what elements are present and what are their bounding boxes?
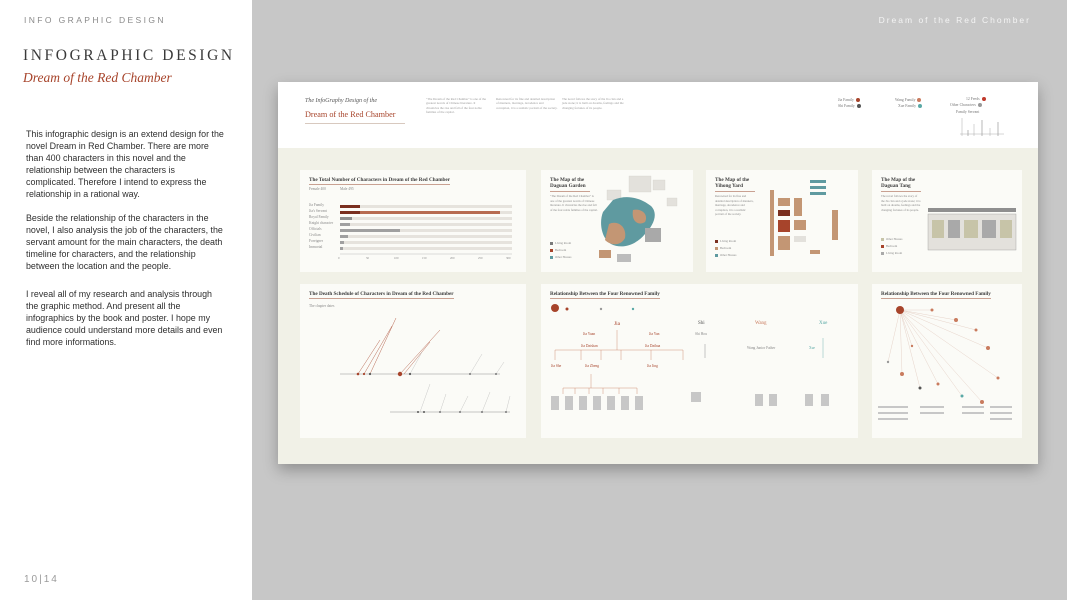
servant-bars-graphic bbox=[958, 116, 1008, 138]
card-title: Relationship Between the Four Renowned Family bbox=[881, 291, 991, 299]
legend-label: 12 Feeds bbox=[966, 97, 980, 101]
row-label: Officials bbox=[309, 227, 322, 231]
card-title: The Total Number of Characters in Dream of the Red Chamber bbox=[309, 177, 450, 185]
legend-label: Other Houses bbox=[886, 237, 903, 241]
card-death-schedule bbox=[300, 284, 526, 438]
poster-title: Dream of the Red Chamber bbox=[305, 110, 396, 119]
card-daguan-garden-map bbox=[541, 170, 693, 272]
legend-label: Family Servant bbox=[956, 110, 980, 114]
project-tag: Dream of the Red Chomber bbox=[878, 15, 1031, 25]
person-name: Shi Hou bbox=[695, 332, 707, 336]
axis-tick: 300 bbox=[506, 256, 511, 260]
family-name: Wang bbox=[755, 321, 767, 326]
card-description: Renowned for its fine and detailed description of manners, marriage, decadence and corruption, it is a realistic portrait of the society. bbox=[715, 194, 754, 217]
relationship-network-graphic bbox=[872, 284, 1022, 438]
bar-chart-graphic bbox=[300, 170, 526, 272]
person-name: Xue bbox=[809, 346, 815, 350]
legend-label: Other Houses bbox=[720, 253, 737, 257]
tang-map-graphic bbox=[872, 170, 1022, 272]
row-label: Immortal bbox=[309, 245, 323, 249]
legend-label: Bedroom bbox=[886, 244, 898, 248]
dot-icon bbox=[857, 104, 861, 108]
legend-label: Wang Family bbox=[895, 98, 916, 102]
row-label: Jia Family bbox=[309, 203, 325, 207]
page-number: 10|14 bbox=[24, 574, 59, 585]
person-name: Jia Daihua bbox=[645, 344, 661, 348]
legend-label: Living Room bbox=[720, 239, 737, 243]
axis-tick: 250 bbox=[478, 256, 483, 260]
male-count: Male 495 bbox=[340, 187, 354, 191]
row-label: Civilian bbox=[309, 233, 321, 237]
axis-tick: 0 bbox=[338, 256, 340, 260]
card-yihong-yard-map bbox=[706, 170, 858, 272]
person-name: Jia She bbox=[551, 364, 562, 368]
description-paragraph: Beside the relationship of the characters in the novel, I also analysis the job of the characters, the servant amount for the main characters, the death timeline for characters, and the relationship between the location and the people. bbox=[26, 213, 223, 272]
family-name: Shi bbox=[698, 321, 705, 326]
card-daguan-tang-map bbox=[872, 170, 1022, 272]
legend-item bbox=[838, 104, 861, 108]
section-tag: INFO GRAPHIC DESIGN bbox=[24, 15, 166, 25]
axis-tick: 200 bbox=[450, 256, 455, 260]
card-title: The Map of the Daguan Tang bbox=[881, 177, 921, 192]
dot-icon bbox=[918, 104, 922, 108]
person-name: Jia Yuan bbox=[583, 332, 596, 336]
legend-label: Bedroom bbox=[555, 248, 567, 252]
dot-icon bbox=[982, 97, 986, 101]
page-subtitle: Dream of the Red Chamber bbox=[23, 70, 172, 85]
poster-image bbox=[278, 82, 1038, 464]
intro-text: Renowned for its fine and detailed description of manners, marriage, decadence and corruption, it is a realistic portrait of the society. bbox=[496, 97, 558, 110]
person-name: Jia Daishan bbox=[581, 344, 598, 348]
person-name: Wang Junior Father bbox=[747, 346, 776, 350]
person-name: Jia Yan bbox=[649, 332, 660, 336]
legend-item bbox=[895, 98, 921, 102]
female-count: Female 400 bbox=[309, 187, 326, 191]
divider bbox=[305, 123, 405, 124]
intro-text: "The Dream of the Red Chamber" is one of the greatest novels of Chinese literature. It chronicles the rise and fall of the four noble families of the capital. bbox=[426, 97, 487, 114]
description-panel bbox=[0, 0, 252, 600]
legend-item bbox=[898, 104, 922, 108]
legend-label: Shi Family bbox=[838, 104, 855, 108]
dot-icon bbox=[856, 98, 860, 102]
axis-tick: 50 bbox=[366, 256, 369, 260]
death-timeline-graphic bbox=[300, 284, 526, 438]
row-label: Jia's Servant bbox=[309, 209, 327, 213]
card-title: The Death Schedule of Characters in Dream of the Red Chamber bbox=[309, 291, 454, 299]
dot-icon bbox=[978, 103, 982, 107]
family-name: Xue bbox=[819, 321, 828, 326]
legend-item bbox=[966, 97, 986, 101]
family-name: Jia bbox=[614, 321, 621, 327]
legend-item bbox=[956, 110, 979, 114]
row-label: Royal Family bbox=[309, 215, 329, 219]
intro-text: The novel follows the story of the Jia clan and a jade stone; it is built on dreams, feelings and the changing fortunes of its people. bbox=[562, 97, 624, 110]
description-paragraph: I reveal all of my research and analysis through the graphic method. And present all the infographics by the book and poster. I hope my audience could understand more details and even find more informations. bbox=[26, 289, 223, 348]
family-tree-graphic bbox=[541, 284, 858, 438]
legend-label: Bedroom bbox=[720, 246, 732, 250]
poster-kicker: The InfoGraphy Design of the bbox=[305, 98, 377, 104]
legend-label: Living Room bbox=[886, 251, 903, 255]
card-title: Relationship Between the Four Renowned Family bbox=[550, 291, 660, 299]
card-description: "The Dream of the Red Chamber" is one of the greatest novels of Chinese literature. It chronicles the rise and fall of the four noble families of the capital. bbox=[550, 194, 598, 212]
legend-label: Other Characters bbox=[950, 103, 976, 107]
card-family-tree bbox=[541, 284, 858, 438]
axis-tick: 150 bbox=[422, 256, 427, 260]
legend-label: Jia Family bbox=[838, 98, 854, 102]
poster-header bbox=[278, 82, 1038, 148]
legend-item bbox=[838, 98, 860, 102]
dot-icon bbox=[917, 98, 921, 102]
row-label: Knight character bbox=[309, 221, 334, 225]
card-description: The novel follows the story of the Jia clan and a jade stone; it is built on dreams, feelings and the changing fortunes of its people. bbox=[881, 194, 921, 212]
person-name: Jia Jing bbox=[647, 364, 658, 368]
chart-note: The chapter dates bbox=[309, 304, 335, 308]
card-title: The Map of the Daguan Garden bbox=[550, 177, 590, 192]
card-total-characters bbox=[300, 170, 526, 272]
legend-label: Xue Family bbox=[898, 104, 917, 108]
card-relationship-network bbox=[872, 284, 1022, 438]
legend-item bbox=[950, 103, 982, 107]
legend-label: Other Houses bbox=[555, 255, 572, 259]
legend-label: Living Room bbox=[555, 241, 572, 245]
page-title: INFOGRAPHIC DESIGN bbox=[23, 47, 235, 64]
person-name: Jia Zheng bbox=[585, 364, 600, 368]
axis-tick: 100 bbox=[394, 256, 399, 260]
description-paragraph: This infographic design is an extend design for the novel Dream in Red Chamber. There are more than 400 characters in this novel and the relationship between the characters is complicated. Therefore I intend to express the relationship in a rational way. bbox=[26, 129, 224, 200]
row-label: Foreigner bbox=[309, 239, 323, 243]
card-title: The Map of the Yihong Yard bbox=[715, 177, 755, 192]
